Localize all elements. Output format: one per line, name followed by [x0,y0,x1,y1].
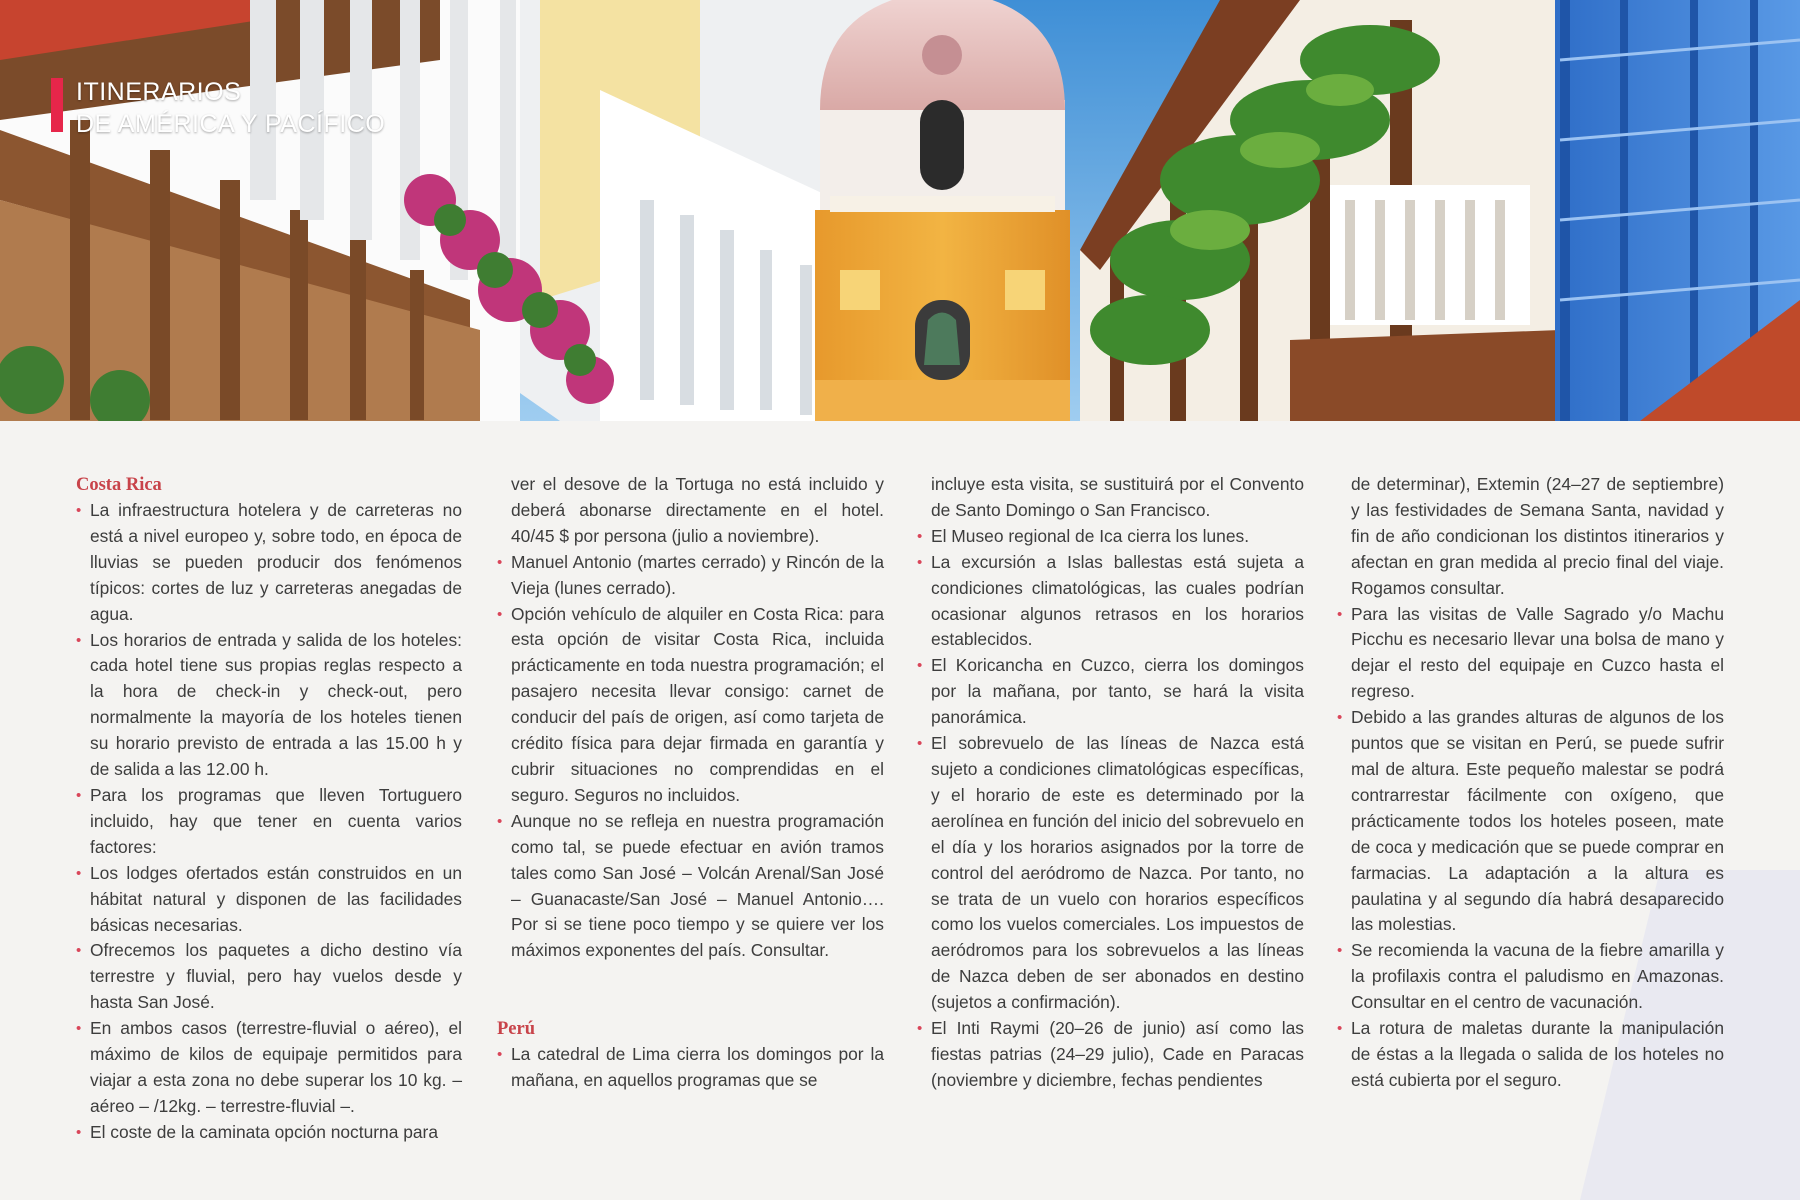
list-item: • Para las visitas de Valle Sagrado y/o Machu Picchu es necesario llevar una bolsa de mano y dejar el resto del equipaje en Cuzco hasta el regreso. [1337,602,1724,706]
list-item: • El coste de la caminata opción nocturna para [76,1120,462,1146]
list-item-continuation: de determinar), Extemin (24–27 de septiembre) y las festividades de Semana Santa, navidad y fin de año condicionan los distintos itinerarios y afectan en gran medida al precio final del viaje. Rogamos consultar. [1351,474,1724,598]
list-item: • Debido a las grandes alturas de algunos de los puntos que se visitan en Perú, se puede sufrir mal de altura. Este pequeño malestar se podrá contrarrestar fácilmente con oxígeno, que prácticamente todos los hoteles poseen, mate de coca y medicación que se puede comprar en farmacias. La adaptación a la altura es paulatina y al segundo día habrá desaparecido las molestias. [1337,705,1724,938]
list-item: • Se recomienda la vacuna de la fiebre amarilla y la profilaxis contra el paludismo en Amazonas. Consultar en el centro de vacunación. [1337,938,1724,1016]
list-item: • El sobrevuelo de las líneas de Nazca está sujeto a condiciones climatológicas específicas, y el horario de este es determinado por la aerolínea en función del inicio del sobrevuelo en el día y los horarios asignados por la torre de control del aeródromo de Nazca. Por tanto, no se trata de un vuelo con horarios específicos como los vuelos comerciales. Los impuestos de aeródromos para los sobrevuelos a las líneas de Nazca deben de ser abonados en destino (sujetos a confirmación). [917,731,1304,1016]
section-title-peru: Perú [497,1019,536,1040]
list-item: • El Museo regional de Ica cierra los lunes. [917,524,1304,550]
list-item-continuation: incluye esta visita, se sustituirá por el Convento de Santo Domingo o San Francisco. [931,474,1304,520]
column-4 [1337,472,1724,1094]
page-header [51,76,385,140]
list-item-continuation: ver el desove de la Tortuga no está incluido y deberá abonarse directamente en el hotel. 40/45 $ por persona (julio a noviembre). [511,474,884,546]
list-item: • Manuel Antonio (martes cerrado) y Rincón de la Vieja (lunes cerrado). [497,550,884,602]
list-item: • Aunque no se refleja en nuestra programación como tal, se puede efectuar en avión tramos tales como San José – Volcán Arenal/San José – Guanacaste/San José – Manuel Antonio…. Por si se tiene poco tiempo y se quiere ver los máximos exponentes del país. Consultar. [497,809,884,964]
hero-photo [0,0,1800,421]
list-item: • Ofrecemos los paquetes a dicho destino vía terrestre y fluvial, pero hay vuelos desde y hasta San José. [76,938,462,1016]
list-item: • La infraestructura hotelera y de carreteras no está a nivel europeo y, sobre todo, en época de lluvias se pueden producir dos fenómenos típicos: cortes de luz y carreteras anegadas de agua. [76,498,462,628]
page-title [76,76,385,140]
column-3 [917,472,1304,1094]
list-item: • Los horarios de entrada y salida de los hoteles: cada hotel tiene sus propias reglas respecto a la hora de check-in y check-out, pero normalmente la mayoría de los hoteles tienen su horario previsto de entrada a las 15.00 h y de salida a las 12.00 h. [76,628,462,783]
section-title-costa-rica: Costa Rica [76,475,162,495]
colonial-street-photo-icon [0,0,1800,421]
list-item: • La catedral de Lima cierra los domingos por la mañana, en aquellos programas que se [497,1042,884,1094]
list-item: • Los lodges ofertados están construidos en un hábitat natural y disponen de las facilidades básicas necesarias. [76,861,462,939]
header-accent-bar [51,78,63,132]
list-item: • Para los programas que lleven Tortuguero incluido, hay que tener en cuenta varios factores: [76,783,462,861]
page-title-line-2: DE AMÉRICA Y PACÍFICO [76,110,386,138]
list-item: • La excursión a Islas ballestas está sujeta a condiciones climatológicas, las cuales podrían ocasionar algunos retrasos en los horarios establecidos. [917,550,1304,654]
list-item: • Opción vehículo de alquiler en Costa Rica: para esta opción de visitar Costa Rica, incluida prácticamente en toda nuestra programación; el pasajero necesita llevar consigo: carnet de conducir del país de origen, así como tarjeta de crédito física para dejar firmada en garantía y cubrir situaciones no comprendidas en el seguro. Seguros no incluidos. [497,602,884,809]
list-item: • El Koricancha en Cuzco, cierra los domingos por la mañana, por tanto, se hará la visita panorámica. [917,653,1304,731]
column-1 [76,472,462,1146]
page-title-line-1: ITINERARIOS [76,78,242,106]
list-item: • La rotura de maletas durante la manipulación de éstas a la llegada o salida de los hoteles no está cubierta por el seguro. [1337,1016,1724,1094]
list-item: • El Inti Raymi (20–26 de junio) así como las fiestas patrias (24–29 julio), Cade en Paracas (noviembre y diciembre, fechas pendientes [917,1016,1304,1094]
notes-columns [0,472,1800,1172]
column-2 [497,472,884,1094]
list-item: • En ambos casos (terrestre-fluvial o aéreo), el máximo de kilos de equipaje permitidos para viajar a esta zona no debe superar los 10 kg. – aéreo – /12kg. – terrestre-fluvial –. [76,1016,462,1120]
